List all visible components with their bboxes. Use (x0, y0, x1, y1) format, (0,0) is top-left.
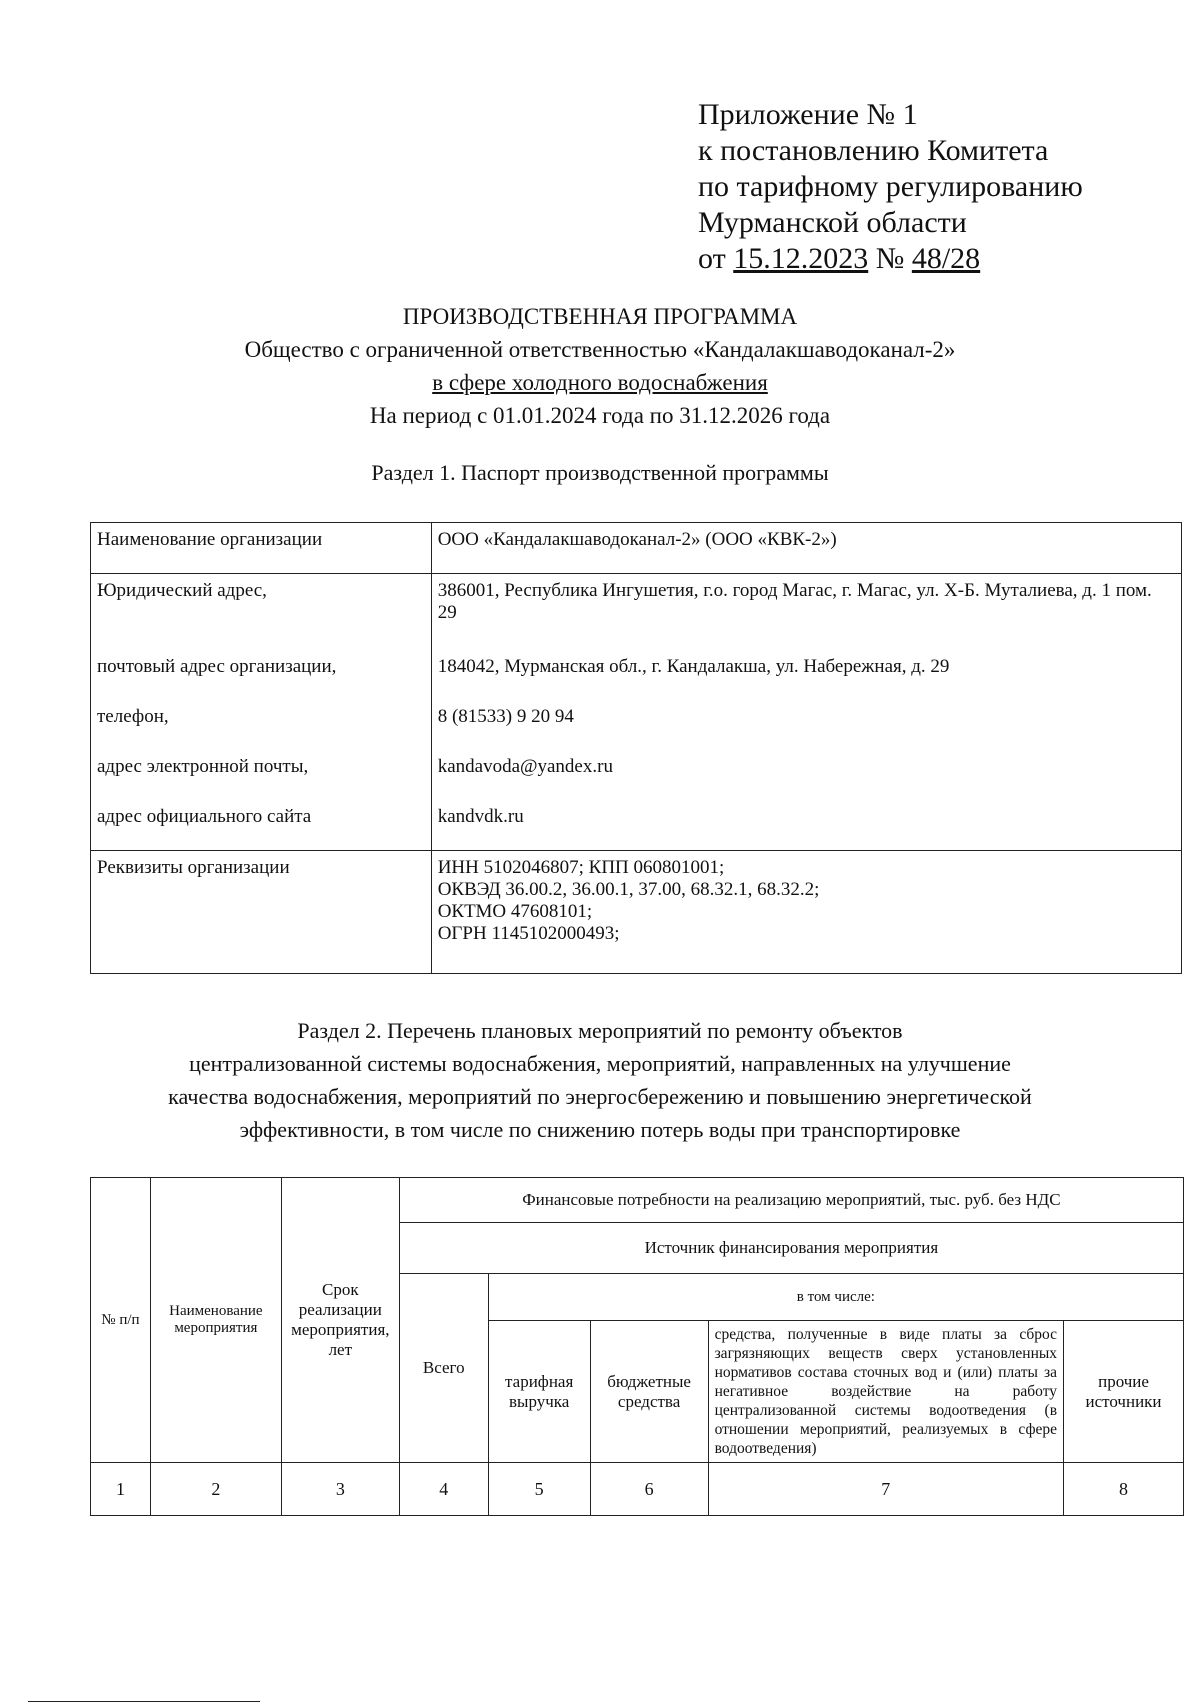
appendix-line-1: Приложение № 1 (698, 98, 918, 131)
appendix-line-3: по тарифному регулированию (698, 170, 1083, 203)
email-label: адрес электронной почты, (97, 756, 309, 777)
appendix-line-2: к постановлению Комитета (698, 134, 1049, 167)
requisites-label: Реквизиты организации (91, 851, 432, 974)
appendix-date-prefix: от (698, 242, 734, 275)
col-name-header: Наименование мероприятия (150, 1178, 281, 1463)
org-name-label: Наименование организации (91, 523, 432, 574)
column-number-1: 1 (91, 1463, 151, 1516)
appendix-line-4: Мурманской области (698, 206, 967, 239)
contacts-labels (91, 574, 432, 851)
program-title (0, 300, 1200, 432)
including-header: в том числе: (488, 1274, 1183, 1321)
section-2-line-4: эффективности, в том числе по снижению потерь воды при транспортировке (239, 1117, 961, 1142)
title-line-1: ПРОИЗВОДСТВЕННАЯ ПРОГРАММА (402, 304, 798, 329)
column-number-5: 5 (488, 1463, 590, 1516)
phone-value: 8 (81533) 9 20 94 (437, 706, 574, 727)
requisites-okved: ОКВЭД 36.00.2, 36.00.1, 37.00, 68.32.1, 68.32.2; (437, 879, 820, 900)
postal-address-value: 184042, Мурманская обл., г. Кандалакша, ул. Набережная, д. 29 (437, 656, 950, 677)
appendix-date-line (698, 241, 1083, 277)
appendix-number-prefix: № (868, 242, 912, 275)
site-value: kandvdk.ru (437, 806, 524, 827)
footnote-divider (28, 1701, 260, 1702)
contacts-values (431, 574, 1181, 851)
org-name-value: ООО «Кандалакшаводоканал-2» (ООО «КВК-2») (431, 523, 1181, 574)
col-number-header: № п/п (91, 1178, 151, 1463)
appendix-date: 15.12.2023 (733, 242, 869, 275)
finance-header: Финансовые потребности на реализацию мероприятий, тыс. руб. без НДС (399, 1178, 1183, 1223)
email-value: kandavoda@yandex.ru (437, 756, 613, 777)
phone-label: телефон, (97, 706, 169, 727)
requisites-inn: ИНН 5102046807; КПП 060801001; (437, 857, 725, 878)
tariff-header: тарифная выручка (488, 1321, 590, 1463)
column-number-2: 2 (150, 1463, 281, 1516)
measures-table (90, 1177, 1184, 1516)
column-number-7: 7 (708, 1463, 1063, 1516)
postal-address-label: почтовый адрес организации, (97, 656, 337, 677)
budget-header: бюджетные средства (590, 1321, 708, 1463)
column-number-8: 8 (1064, 1463, 1184, 1516)
section-2-heading (0, 1014, 1200, 1146)
column-number-4: 4 (399, 1463, 488, 1516)
col-term-header: Срок реализации мероприятия, лет (281, 1178, 399, 1463)
appendix-number: 48/28 (911, 242, 981, 275)
section-2-line-2: централизованной системы водоснабжения, мероприятий, направленных на улучшение (189, 1051, 1011, 1076)
requisites-ogrn: ОГРН 1145102000493; (437, 923, 620, 944)
appendix-block (698, 97, 1083, 277)
requisites-oktmo: ОКТМО 47608101; (437, 901, 593, 922)
passport-table (90, 522, 1182, 974)
site-label: адрес официального сайта (97, 806, 312, 827)
section-1-heading: Раздел 1. Паспорт производственной программы (371, 460, 829, 485)
fees-header: средства, полученные в виде платы за сброс загрязняющих веществ сверх установленных нормативов состава сточных вод и (или) платы за негативное воздействие на работу централизованной системы водоотведения (в отношении мероприятий, реализуемых в сфере водоотведения) (708, 1321, 1063, 1463)
section-2-line-1: Раздел 2. Перечень плановых мероприятий по ремонту объектов (297, 1018, 903, 1043)
title-line-3: в сфере холодного водоснабжения (432, 370, 768, 395)
other-header: прочие источники (1064, 1321, 1184, 1463)
total-header: Всего (399, 1274, 488, 1463)
title-line-2: Общество с ограниченной ответственностью «Кандалакшаводоканал-2» (244, 337, 956, 362)
source-header: Источник финансирования мероприятия (399, 1223, 1183, 1274)
legal-address-value: 386001, Республика Ингушетия, г.о. город Магас, г. Магас, ул. Х-Б. Муталиева, д. 1 пом. 29 (437, 580, 1152, 623)
legal-address-label: Юридический адрес, (97, 580, 267, 601)
requisites-value (431, 851, 1181, 974)
column-number-6: 6 (590, 1463, 708, 1516)
column-number-3: 3 (281, 1463, 399, 1516)
section-2-line-3: качества водоснабжения, мероприятий по энергосбережению и повышению энергетической (168, 1084, 1032, 1109)
column-numbers-row (91, 1463, 1184, 1516)
title-line-4: На период с 01.01.2024 года по 31.12.2026 года (369, 403, 831, 428)
